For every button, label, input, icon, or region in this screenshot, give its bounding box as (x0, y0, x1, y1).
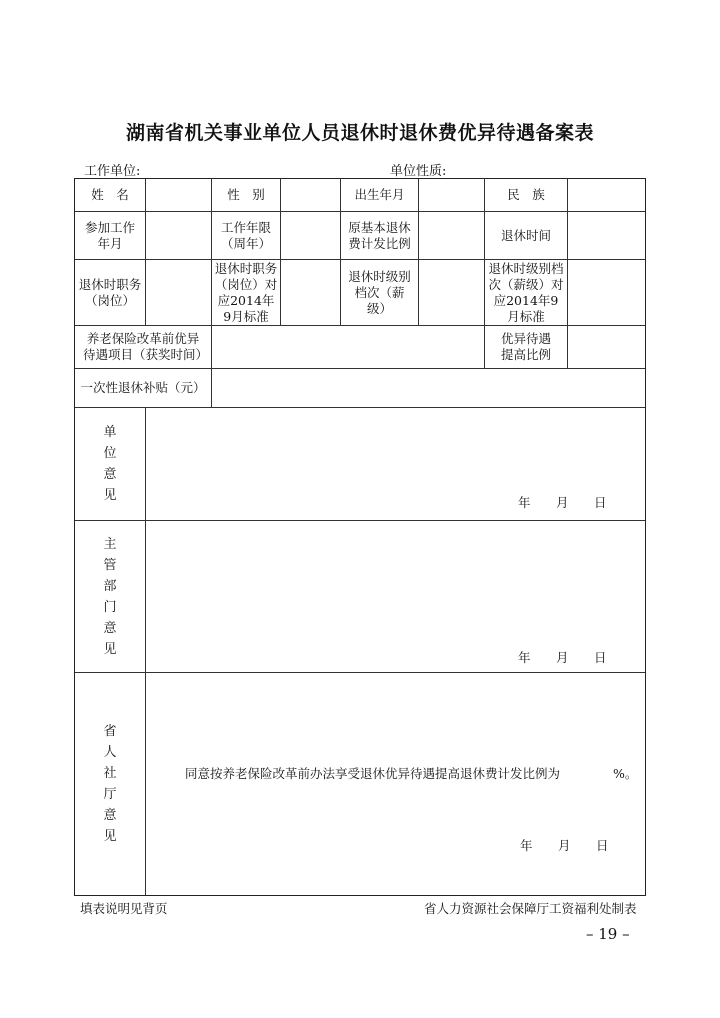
document-title: 湖南省机关事业单位人员退休时退休费优异待遇备案表 (125, 122, 594, 144)
grade-level-text: 退休时级别档次（薪级） (348, 268, 411, 316)
name-field[interactable] (146, 179, 212, 212)
increase-ratio-text: 优异待遇提高比例 (500, 331, 551, 362)
increase-ratio-field[interactable] (568, 326, 645, 369)
province-year: 年 (520, 838, 533, 853)
province-opinion-text: 省人社厅意见 (103, 724, 117, 844)
retire-post-field[interactable] (146, 260, 212, 326)
unit-nature-label: 单位性质: (390, 164, 447, 179)
orig-ratio-text: 原基本退休费计发比例 (348, 219, 411, 251)
join-work-text: 参加工作年月 (84, 219, 135, 251)
work-unit-label: 工作单位: (84, 164, 141, 179)
dept-year: 年 (518, 650, 531, 665)
unit-opinion-label (75, 408, 146, 521)
grade-level-label (341, 260, 419, 326)
work-years-text: 工作年限（周年） (220, 219, 271, 251)
lump-sum-field[interactable] (212, 369, 645, 408)
work-years-field[interactable] (281, 212, 341, 260)
birth-field[interactable] (419, 179, 485, 212)
footer-issuer: 省人力资源社会保障厅工资福利处制表 (424, 901, 637, 916)
province-opinion-field[interactable] (146, 673, 645, 895)
grade-2014-field[interactable] (568, 260, 645, 326)
unit-year: 年 (518, 495, 531, 510)
work-years-label (212, 212, 281, 260)
province-day: 日 (596, 838, 609, 853)
unit-day: 日 (594, 495, 607, 510)
approval-statement: 同意按养老保险改革前办法享受退休优异待遇提高退休费计发比例为 (185, 766, 561, 781)
preferential-item-field[interactable] (212, 326, 485, 369)
page-number: – 19 – (586, 925, 630, 943)
retire-post-label (75, 260, 146, 326)
retire-time-field[interactable] (568, 212, 645, 260)
grade-2014-label (485, 260, 568, 326)
join-work-field[interactable] (146, 212, 212, 260)
grade-2014-text: 退休时级别档次（薪级）对应2014年9月标准 (488, 260, 564, 324)
gender-field[interactable] (281, 179, 341, 212)
name-label: 姓 名 (75, 179, 146, 212)
ethnicity-field[interactable] (568, 179, 645, 212)
lump-sum-label: 一次性退休补贴（元） (75, 369, 212, 408)
dept-opinion-field[interactable] (146, 521, 645, 673)
dept-opinion-label (75, 521, 146, 673)
dept-month: 月 (556, 650, 569, 665)
province-month: 月 (558, 838, 571, 853)
gender-label: 性 别 (212, 179, 281, 212)
birth-label: 出生年月 (341, 179, 419, 212)
province-opinion-label (75, 673, 146, 895)
retire-time-label: 退休时间 (485, 212, 568, 260)
unit-opinion-text: 单位意见 (103, 425, 117, 503)
preferential-item-label (75, 326, 212, 369)
orig-ratio-field[interactable] (419, 212, 485, 260)
footer-note: 填表说明见背页 (80, 901, 168, 916)
approval-percent: %。 (613, 766, 638, 781)
filing-form-table (74, 178, 646, 896)
post-2014-label (212, 260, 281, 326)
increase-ratio-label (485, 326, 568, 369)
ethnicity-label: 民 族 (485, 179, 568, 212)
grade-level-field[interactable] (419, 260, 485, 326)
orig-ratio-label (341, 212, 419, 260)
unit-opinion-field[interactable] (146, 408, 645, 521)
dept-opinion-text: 主管部门意见 (103, 536, 117, 657)
dept-day: 日 (594, 650, 607, 665)
retire-post-text: 退休时职务（岗位） (78, 276, 142, 308)
unit-month: 月 (556, 495, 569, 510)
join-work-label (75, 212, 146, 260)
post-2014-text: 退休时职务（岗位）对应2014年9月标准 (214, 260, 278, 324)
preferential-item-text: 养老保险改革前优异待遇项目（获奖时间） (83, 331, 209, 362)
post-2014-field[interactable] (281, 260, 341, 326)
